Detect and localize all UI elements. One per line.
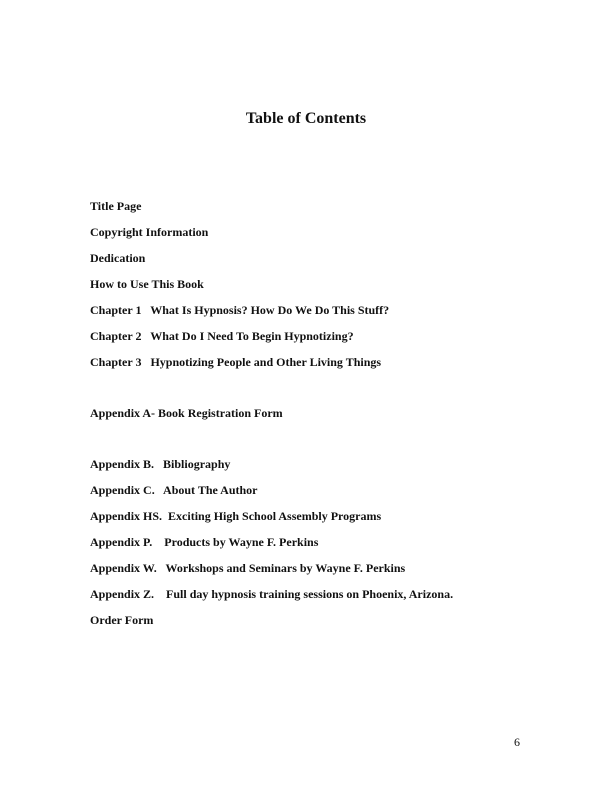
page-number: 6: [514, 735, 520, 749]
toc-item-appendix-w: Appendix W. Workshops and Seminars by Wayne F. Perkins: [90, 561, 406, 575]
toc-item-chapter-1: Chapter 1 What Is Hypnosis? How Do We Do This Stuff?: [90, 303, 390, 317]
toc-item-appendix-b: Appendix B. Bibliography: [90, 457, 231, 471]
toc-item-appendix-a: Appendix A- Book Registration Form: [90, 406, 283, 420]
toc-item-appendix-z: Appendix Z. Full day hypnosis training sessions on Phoenix, Arizona.: [90, 587, 454, 601]
table-of-contents: [90, 199, 453, 639]
toc-item-appendix-c: Appendix C. About The Author: [90, 483, 258, 497]
toc-item-order-form: Order Form: [90, 613, 154, 627]
toc-item-copyright-information: Copyright Information: [90, 225, 209, 239]
toc-item-dedication: Dedication: [90, 251, 146, 265]
toc-item-appendix-hs: Appendix HS. Exciting High School Assembly Programs: [90, 509, 382, 523]
toc-item-chapter-2: Chapter 2 What Do I Need To Begin Hypnotizing?: [90, 329, 354, 343]
toc-item-appendix-p: Appendix P. Products by Wayne F. Perkins: [90, 535, 319, 549]
page-title: Table of Contents: [245, 110, 367, 127]
toc-item-how-to-use: How to Use This Book: [90, 277, 204, 291]
toc-item-title-page: Title Page: [90, 199, 142, 213]
toc-item-chapter-3: Chapter 3 Hypnotizing People and Other Living Things: [90, 355, 382, 369]
